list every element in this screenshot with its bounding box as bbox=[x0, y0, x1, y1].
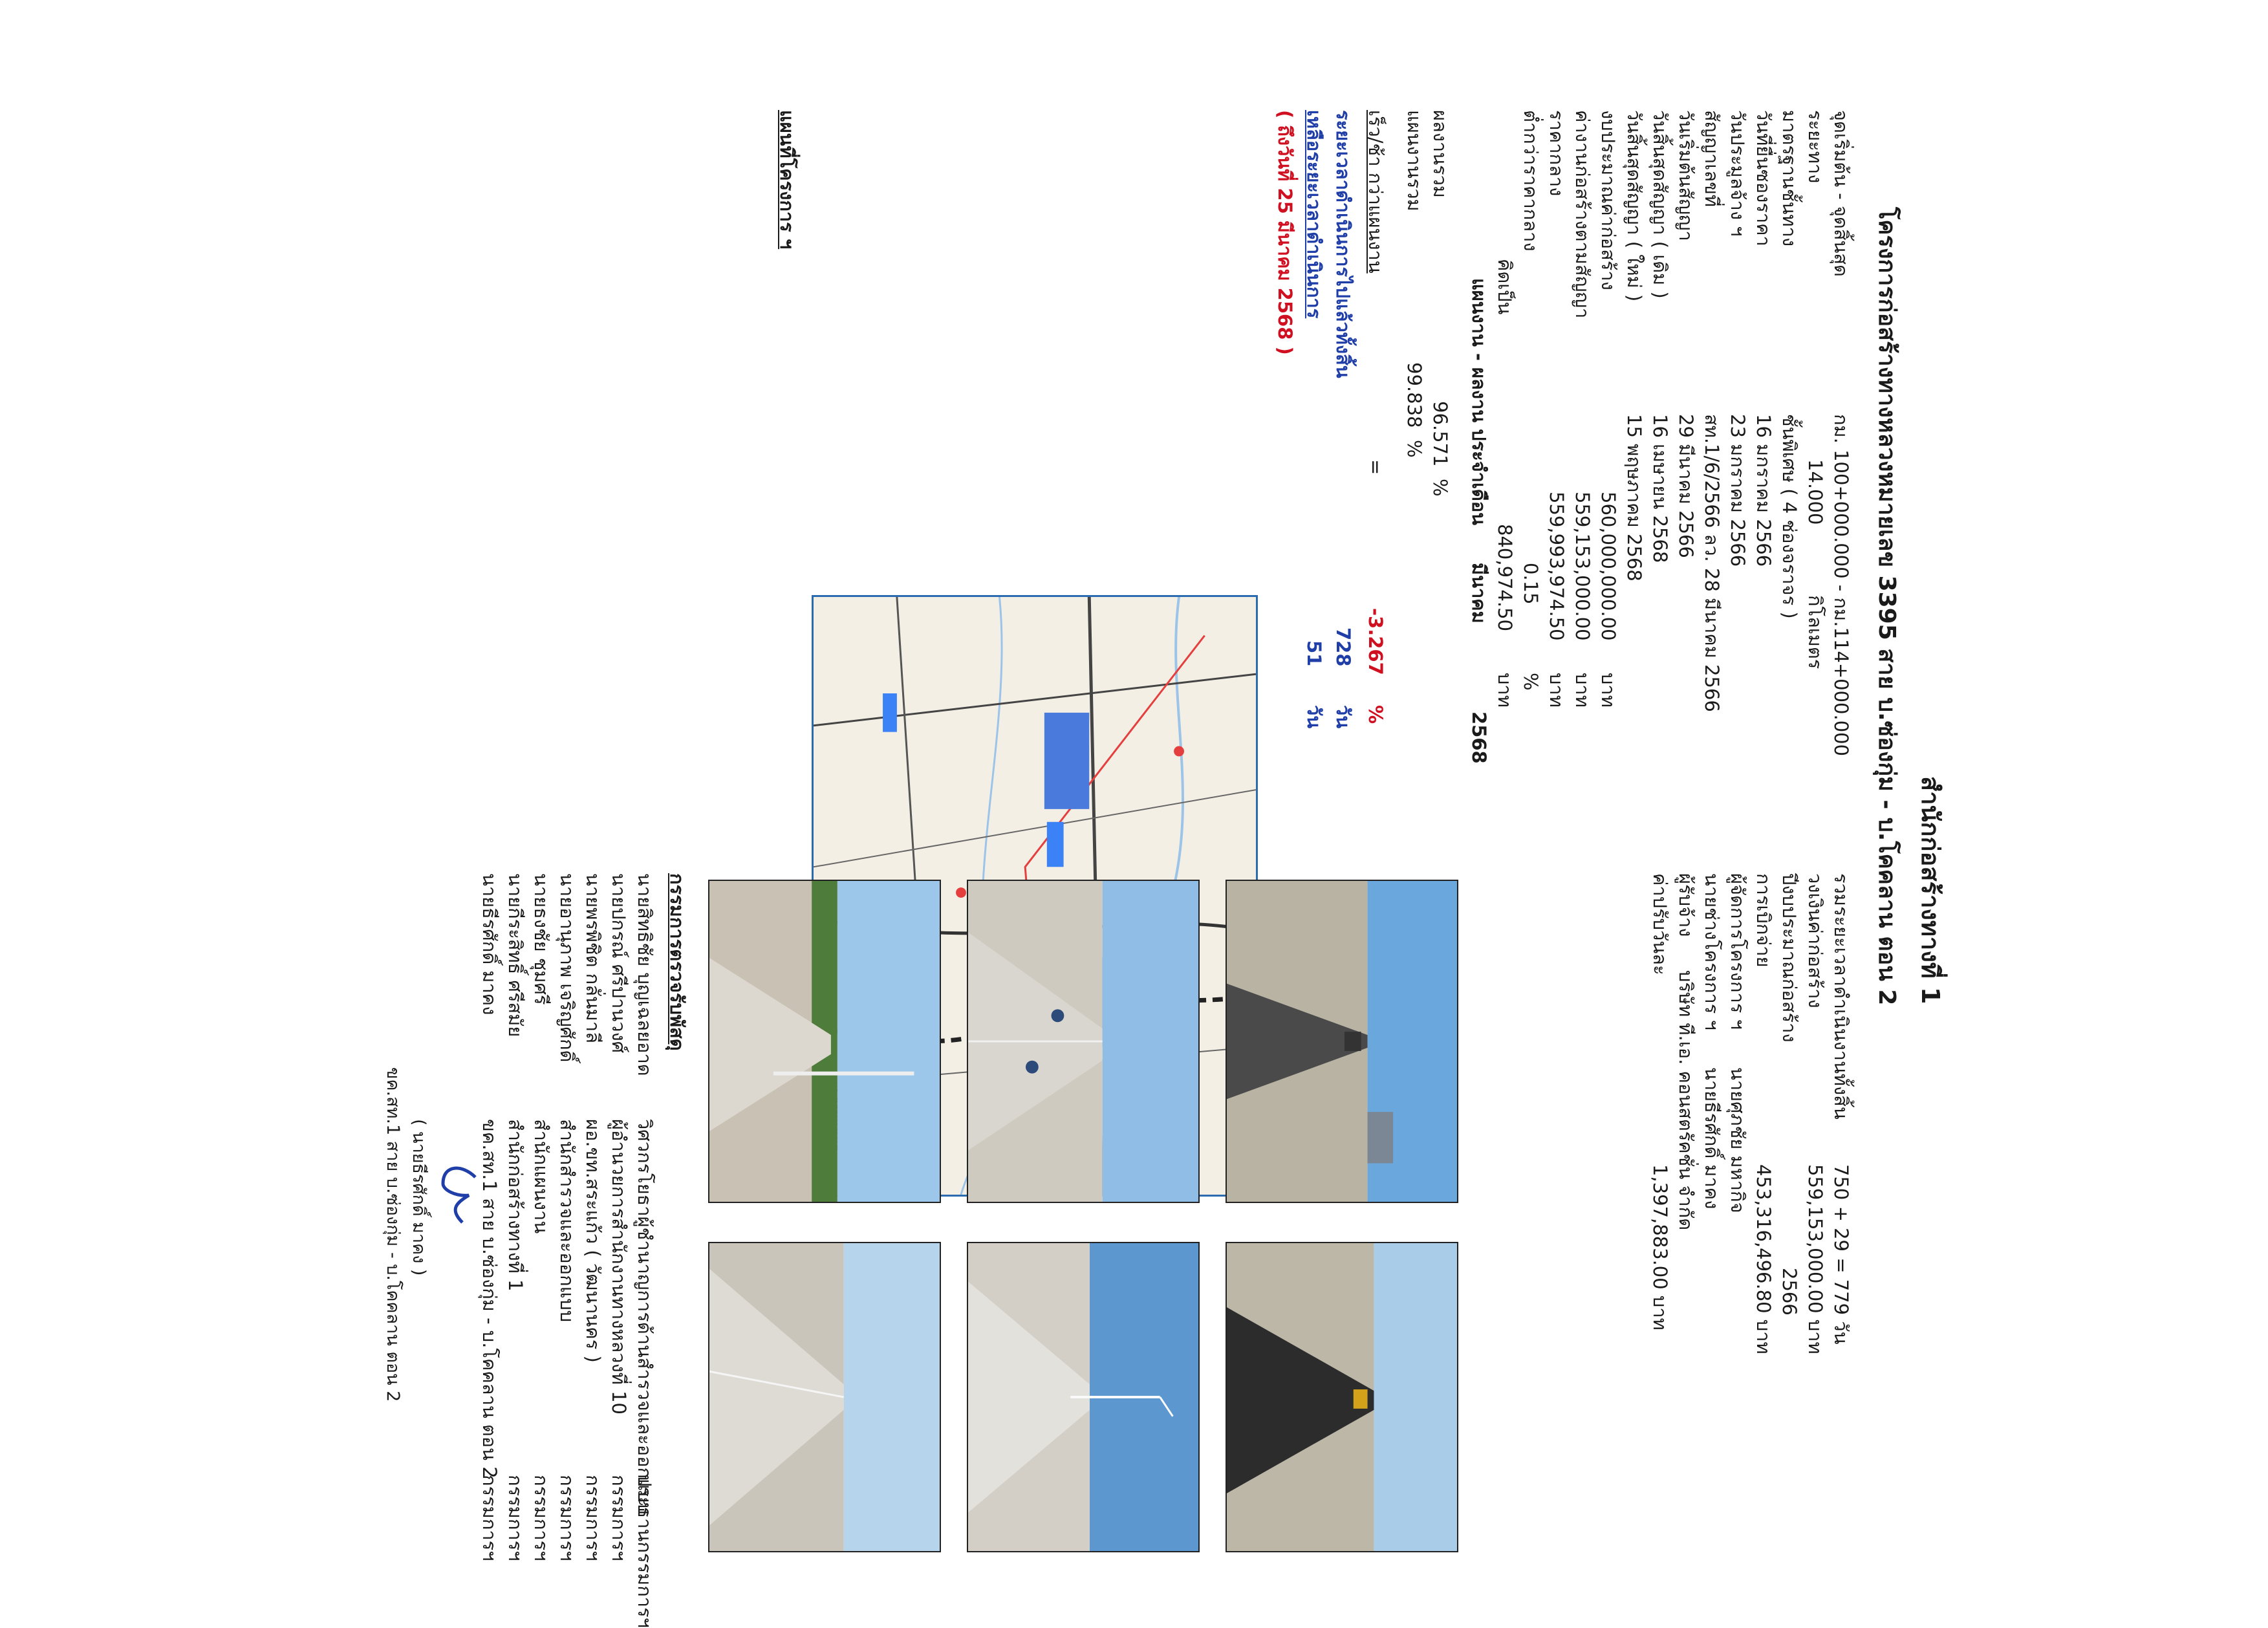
detail-label: รวมระยะเวลาดำเนินงานทั้งสิ้น bbox=[1830, 873, 1852, 1120]
detail-value: กม. 100+000.000 - กม.114+000.000 bbox=[1830, 414, 1852, 757]
detail-label: ปีงบประมาณก่อสร้าง bbox=[1778, 873, 1800, 1043]
construction-photo-4 bbox=[1226, 1242, 1458, 1552]
detail-label: มาตรฐานชั้นทาง bbox=[1778, 110, 1800, 246]
plan-value: 99.838 bbox=[1403, 362, 1425, 428]
project-title: โครงการก่อสร้างทางหลวงหมายเลข 3395 สาย บ.ซ่องกุ่ม - บ.โคคลาน ตอน 2 bbox=[1874, 207, 1900, 1006]
detail-label: วันเริ่มต้นสัญญา bbox=[1675, 110, 1697, 241]
detail-unit: บาท bbox=[1494, 673, 1516, 708]
member-position: ผู้อำนวยการสำนักงานทางหลวงที่ 10 bbox=[608, 1119, 630, 1415]
progress-year: 2568 bbox=[1468, 711, 1490, 764]
member-position: วิศวกรโยธาผู้ชำนาญการด้านสำรวจและออกแบบ bbox=[634, 1119, 656, 1515]
detail-label: ค่างานก่อสร้างตามสัญญา bbox=[1571, 110, 1593, 319]
progress-month: มีนาคม bbox=[1468, 563, 1490, 624]
detail-label: วงเงินค่าก่อสร้าง bbox=[1804, 873, 1826, 1008]
detail-label: คิดเป็น bbox=[1494, 259, 1516, 315]
result-label: ผลงานรวม bbox=[1429, 110, 1451, 199]
plan-unit: % bbox=[1403, 440, 1425, 458]
detail-unit: บาท bbox=[1571, 673, 1593, 708]
signature-title: ขค.สท.1 สาย บ.ซ่องกุ่ม - บ.โคคลาน ตอน 2 bbox=[383, 1067, 403, 1402]
detail-label: วันประมูลจ้าง ฯ bbox=[1727, 110, 1749, 237]
detail-unit: % bbox=[1520, 673, 1542, 691]
elapsed-unit: วัน bbox=[1332, 705, 1354, 729]
detail-label: ผู้จัดการโครงการ ฯ bbox=[1727, 873, 1749, 1030]
monthly-progress bbox=[1258, 110, 1491, 821]
detail-value: ชั้นพิเศษ ( 4 ช่องจราจร ) bbox=[1778, 414, 1800, 619]
remain-unit: วัน bbox=[1303, 705, 1325, 729]
committee-heading: กรรมการตรวจรับพัสดุ bbox=[666, 873, 688, 1051]
detail-label: วันที่ยื่นซองราคา bbox=[1753, 110, 1775, 246]
document-page bbox=[307, 78, 1956, 1628]
signature-mark bbox=[430, 1158, 482, 1235]
elapsed-label: ระยะเวลาดำเนินการไปแล้วทั้งสิ้น bbox=[1332, 110, 1354, 378]
detail-value: 559,993,974.50 bbox=[1546, 492, 1568, 641]
member-role: ประธานกรรมการฯ bbox=[634, 1475, 656, 1628]
detail-value: 840,974.50 bbox=[1494, 524, 1516, 632]
detail-value: 560,000,000.00 bbox=[1597, 492, 1619, 641]
detail-value: 0.15 bbox=[1520, 563, 1542, 605]
detail-value: 559,153,000.00 บาท bbox=[1804, 1164, 1826, 1354]
member-role: กรรมการฯ bbox=[479, 1475, 501, 1561]
detail-value: นายศุภชัย มหากิจ bbox=[1727, 1067, 1749, 1213]
detail-label: จุดเริ่มต้น - จุดสิ้นสุด bbox=[1830, 110, 1852, 277]
member-name: นายปกรณ์ ศรีปานวงศ์ bbox=[608, 873, 630, 1054]
member-role: กรรมการฯ bbox=[608, 1475, 630, 1561]
detail-value: 2566 bbox=[1778, 1268, 1800, 1316]
construction-photo-2 bbox=[967, 880, 1200, 1203]
member-name: นายสิทธิชัย บุญเฉลยอาด bbox=[634, 873, 656, 1076]
construction-photo-1 bbox=[1226, 880, 1458, 1203]
detail-value: 23 มกราคม 2566 bbox=[1727, 414, 1749, 567]
member-name: นายอานุภาพ เจริญศักดิ์ bbox=[556, 873, 578, 1063]
detail-value: 15 พฤษภาคม 2568 bbox=[1623, 414, 1645, 581]
member-name: นายกีระสิทธิ์ ศรีสมัย bbox=[504, 873, 526, 1037]
map-caption: แผนที่โครงการ ฯ bbox=[776, 110, 798, 250]
detail-unit: บาท bbox=[1597, 673, 1619, 708]
construction-photo-3 bbox=[708, 880, 941, 1203]
member-position: สำนักสำรวจและออกแบบ bbox=[556, 1119, 578, 1323]
detail-value: 16 เมษายน 2568 bbox=[1649, 414, 1671, 563]
diff-label: เร็ว/ช้า กว่าแผนงาน bbox=[1365, 110, 1387, 274]
detail-label: สัญญาเลขที่ bbox=[1701, 110, 1723, 208]
member-role: กรรมการฯ bbox=[582, 1475, 604, 1561]
diff-equals: = bbox=[1365, 459, 1387, 475]
member-name: นายธีรศักดิ์ มาคง bbox=[479, 873, 501, 1015]
detail-value: 453,316,496.80 บาท bbox=[1753, 1164, 1775, 1354]
member-name: นายพรพิชิต กลั่นมาลี bbox=[582, 873, 604, 1043]
member-position: ผอ.ขท.สระแก้ว ( วัฒนานคร ) bbox=[582, 1119, 604, 1363]
progress-heading: แผนงาน - ผลงาน ประจำเดือน bbox=[1468, 278, 1490, 525]
detail-label: ราคากลาง bbox=[1546, 110, 1568, 197]
detail-label: ระยะทาง bbox=[1804, 110, 1826, 184]
detail-unit: กิโลเมตร bbox=[1804, 595, 1826, 669]
detail-unit: บาท bbox=[1546, 673, 1568, 708]
detail-value: สท.1/6/2566 ลว. 28 มีนาคม 2566 bbox=[1701, 414, 1723, 712]
member-position: ขค.สท.1 สาย บ.ซ่องกุ่ม - บ.โคคลาน ตอน 2 bbox=[479, 1119, 501, 1479]
member-role: กรรมการฯ bbox=[504, 1475, 526, 1561]
detail-value: 16 มกราคม 2566 bbox=[1753, 414, 1775, 567]
detail-label: นายช่างโครงการ ฯ bbox=[1701, 873, 1723, 1030]
plan-label: แผนงานรวม bbox=[1403, 110, 1425, 212]
member-role: กรรมการฯ bbox=[556, 1475, 578, 1561]
detail-value: 14.000 bbox=[1804, 459, 1826, 525]
detail-label: วันสิ้นสุดสัญญา ( ใหม่ ) bbox=[1623, 110, 1645, 302]
detail-value: 750 + 29 = 779 วัน bbox=[1830, 1164, 1852, 1345]
detail-value: บริษัท ที.เอ. คอนสตรัคชั่น จำกัด bbox=[1675, 970, 1697, 1231]
result-unit: % bbox=[1429, 479, 1451, 497]
construction-photo-5 bbox=[967, 1242, 1200, 1552]
inspection-committee bbox=[378, 873, 689, 1628]
detail-value: 29 มีนาคม 2566 bbox=[1675, 414, 1697, 558]
remain-label: เหลือระยะเวลาดำเนินการ bbox=[1303, 110, 1325, 319]
remain-value: 51 bbox=[1303, 640, 1325, 667]
detail-value: 1,397,883.00 บาท bbox=[1649, 1164, 1671, 1330]
detail-label: การเบิกจ่าย bbox=[1753, 873, 1775, 968]
detail-label: ต่ำกว่าราคากลาง bbox=[1520, 110, 1542, 252]
elapsed-value: 728 bbox=[1332, 627, 1354, 667]
member-role: กรรมการฯ bbox=[530, 1475, 552, 1561]
diff-unit: % bbox=[1365, 705, 1387, 724]
result-value: 96.571 bbox=[1429, 401, 1451, 467]
member-name: นายธงชัย ชุมศรี bbox=[530, 873, 552, 1005]
detail-label: วันสิ้นสุดสัญญา ( เดิม ) bbox=[1649, 110, 1671, 299]
detail-value: 559,153,000.00 bbox=[1571, 492, 1593, 641]
construction-photo-6 bbox=[708, 1242, 941, 1552]
detail-label: ค่าปรับวันละ bbox=[1649, 873, 1671, 975]
detail-value: นายธีรศักดิ์ มาคง bbox=[1701, 1067, 1723, 1210]
member-position: สำนักแผนงาน bbox=[530, 1119, 552, 1234]
signature-name: ( นายธีรศักดิ์ มาคง ) bbox=[409, 1119, 429, 1276]
project-details-right bbox=[1633, 873, 1853, 1552]
diff-value: -3.267 bbox=[1365, 608, 1387, 675]
detail-label: งบประมาณค่าก่อสร้าง bbox=[1597, 110, 1619, 290]
office-heading: สำนักก่อสร้างทางที่ 1 bbox=[1916, 776, 1945, 1004]
detail-label: ผู้รับจ้าง bbox=[1675, 873, 1697, 937]
as-of-date: ( ถึงวันที่ 25 มีนาคม 2568 ) bbox=[1274, 110, 1296, 355]
member-position: สำนักก่อสร้างทางที่ 1 bbox=[504, 1119, 526, 1292]
